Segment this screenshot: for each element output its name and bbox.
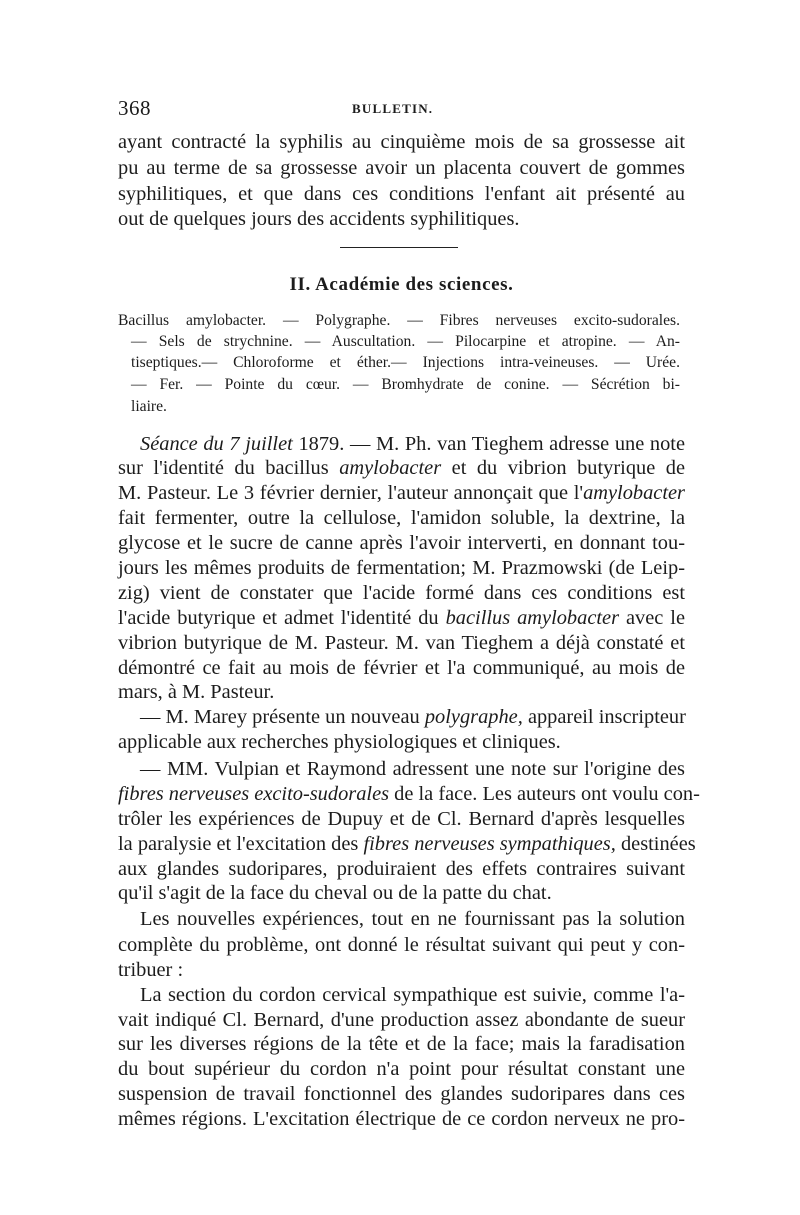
text-line: aux glandes sudoripares, produiraient des effets contraires suivant [118,858,685,880]
text-line: tribuer : [118,959,184,981]
text-line: pu au terme de sa grossesse avoir un placenta couvert de gommes [118,157,685,179]
section-divider [340,247,458,248]
summary-line: liaire. [131,398,167,415]
summary-line: tiseptiques.— Chloroforme et éther.— Injections intra-veineuses. — Urée. [131,354,680,371]
text-line: sur l'identité du bacillus amylobacter et du vibrion butyrique de [118,457,685,479]
section-heading: II. Académie des sciences. [289,274,514,295]
text-line: démontré ce fait au mois de février et l'a communiqué, au mois de [118,657,685,679]
text-line: glycose et le sucre de canne après l'avoir interverti, en donnant tou- [118,532,685,554]
text-line: zig) vient de constater que l'acide formé dans ces conditions est [118,582,685,604]
running-title: BULLETIN. [352,101,434,116]
text-line: la paralysie et l'excitation des fibres nerveuses sympathiques, destinées [118,833,696,855]
text-line: suspension de travail fonctionnel des glandes sudoripares dans ces [118,1083,685,1105]
text-line: mars, à M. Pasteur. [118,681,275,703]
text-line: Les nouvelles expériences, tout en ne fournissant pas la solution [140,908,685,930]
text-line: syphilitiques, et que dans ces conditions l'enfant ait présenté au [118,183,685,205]
text-line: qu'il s'agit de la face du cheval ou de la patte du chat. [118,882,552,904]
text-line: vibrion butyrique de M. Pasteur. M. van Tieghem a déjà constaté et [118,632,685,654]
summary-line: — Fer. — Pointe du cœur. — Bromhydrate de conine. — Sécrétion bi- [131,376,680,393]
text-line: fait fermenter, outre la cellulose, l'amidon soluble, la dextrine, la [118,507,685,529]
seance-date: 7 juillet [229,433,293,455]
text-line: Séance du 7 juillet 1879. — M. Ph. van Tieghem adresse une note [140,433,685,455]
text-line: vait indiqué Cl. Bernard, d'une production assez abondante de sueur [118,1009,685,1031]
text-line: M. Pasteur. Le 3 février dernier, l'auteur annonçait que l'amylobacter [118,482,685,504]
seance-label: Séance du [140,433,224,455]
page-number: 368 [118,96,151,120]
text-line: mêmes régions. L'excitation électrique de ce cordon nerveux ne pro- [118,1108,685,1130]
text-line: trôler les expériences de Dupuy et de Cl. Bernard d'après lesquelles [118,808,685,830]
summary-line: Bacillus amylobacter. — Polygraphe. — Fibres nerveuses excito-sudorales. [118,312,680,329]
text-line: du bout supérieur du cordon n'a point pour résultat constant une [118,1058,685,1080]
page-header [118,96,688,120]
text-line: — MM. Vulpian et Raymond adressent une note sur l'origine des [140,758,685,780]
text-line: La section du cordon cervical sympathique est suivie, comme l'a- [140,984,685,1006]
summary-line: — Sels de strychnine. — Auscultation. — Pilocarpine et atropine. — An- [131,333,680,350]
text-line: fibres nerveuses excito-sudorales de la face. Les auteurs ont voulu con- [118,783,700,805]
text-line: out de quelques jours des accidents syphilitiques. [118,208,520,230]
text-line: — M. Marey présente un nouveau polygraphe, appareil inscripteur [140,706,686,728]
text-line: applicable aux recherches physiologiques et cliniques. [118,731,561,753]
text-line: sur les diverses régions de la tête et de la face; mais la faradisation [118,1033,685,1055]
text-line: l'acide butyrique et admet l'identité du bacillus amylobacter avec le [118,607,685,629]
text-line: ayant contracté la syphilis au cinquième mois de sa grossesse ait [118,131,685,153]
text-line: complète du problème, ont donné le résultat suivant qui peut y con- [118,934,685,956]
text-line: jours les mêmes produits de fermentation; M. Prazmowski (de Leip- [118,557,685,579]
